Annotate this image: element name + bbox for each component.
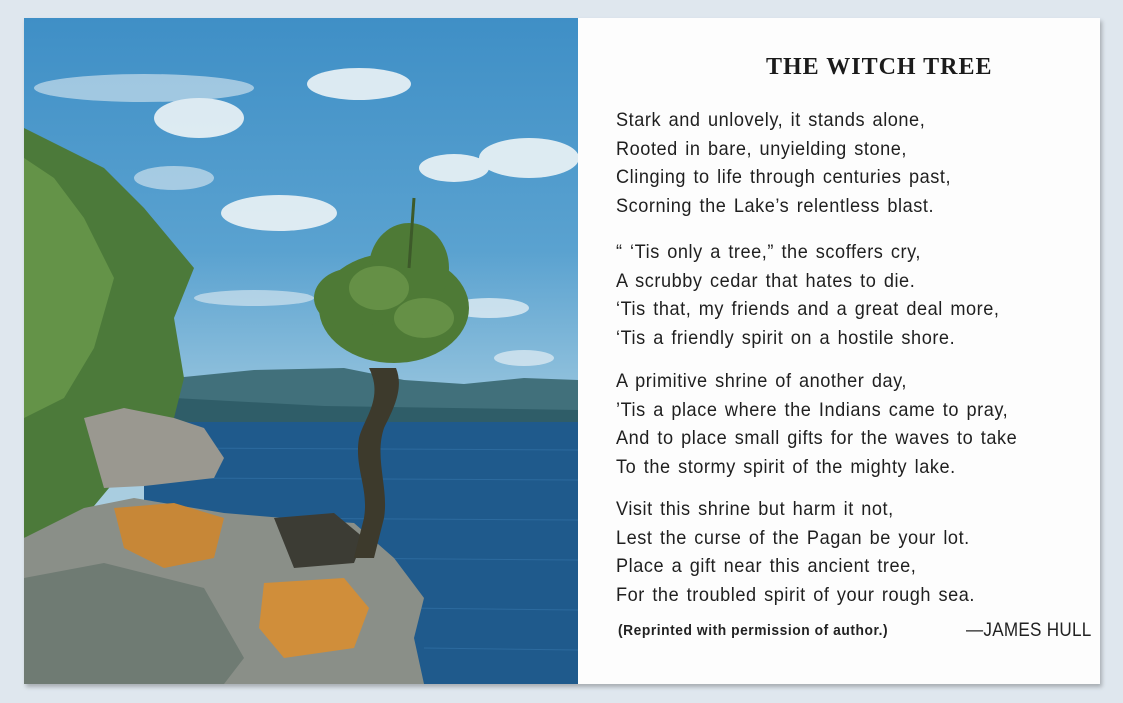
poem-line: ‘Tis a friendly spirit on a hostile shore. bbox=[616, 327, 956, 350]
poem-line: ‘Tis that, my friends and a great deal more, bbox=[616, 298, 1000, 321]
witch-tree-photo bbox=[24, 18, 578, 684]
poem-line: A primitive shrine of another day, bbox=[616, 370, 908, 392]
poem-line: Rooted in bare, unyielding stone, bbox=[616, 137, 908, 160]
reprint-credit: (Reprinted with permission of author.) bbox=[618, 622, 889, 639]
lake-scene-illustration bbox=[24, 18, 578, 684]
poem-line: Visit this shrine but harm it not, bbox=[616, 498, 894, 520]
poem-line: ’Tis a place where the Indians came to pray, bbox=[616, 398, 1009, 421]
poem-line: “ ‘Tis only a tree,” the scoffers cry, bbox=[616, 241, 921, 263]
poem-line: Lest the curse of the Pagan be your lot. bbox=[616, 526, 970, 549]
poem-line: Scorning the Lake’s relentless blast. bbox=[616, 195, 935, 218]
poem-line: A scrubby cedar that hates to die. bbox=[616, 269, 916, 292]
poem-line: For the troubled spirit of your rough sea. bbox=[616, 584, 976, 607]
poem-line: Stark and unlovely, it stands alone, bbox=[616, 109, 926, 131]
poem-line: To the stormy spirit of the mighty lake. bbox=[616, 456, 956, 479]
author-signature: —JAMES HULL bbox=[966, 620, 1092, 641]
postcard bbox=[24, 18, 1100, 684]
stanza-2 bbox=[616, 238, 1028, 353]
poem-panel bbox=[578, 18, 1100, 684]
stanza-3 bbox=[616, 367, 1047, 482]
poem-title: THE WITCH TREE bbox=[766, 54, 993, 80]
poem-line: Place a gift near this ancient tree, bbox=[616, 555, 917, 578]
stanza-4 bbox=[616, 495, 1002, 610]
poem-line: Clinging to life through centuries past, bbox=[616, 166, 952, 189]
stanza-1 bbox=[616, 106, 976, 221]
poem-line: And to place small gifts for the waves to take bbox=[616, 427, 1018, 450]
